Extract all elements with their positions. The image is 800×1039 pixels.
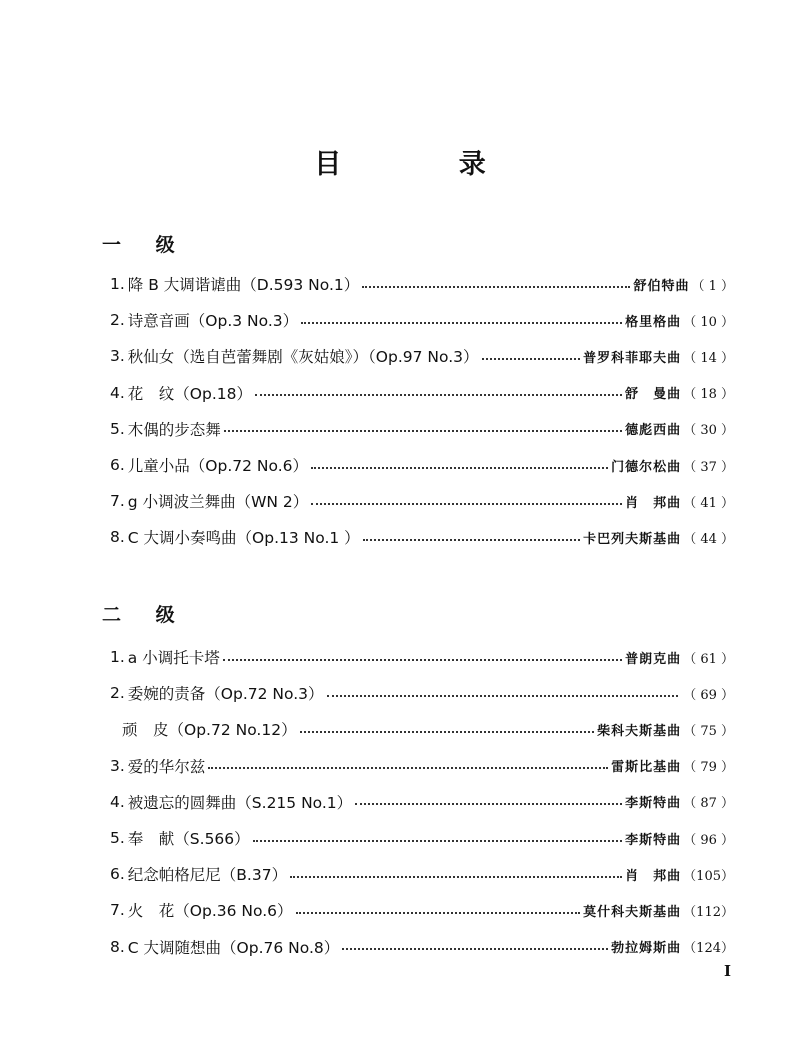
entry-number: 8. <box>110 937 125 956</box>
entry-page-number: （ 30 ） <box>683 423 734 439</box>
entry-composer: 普朗克曲 <box>625 651 682 667</box>
toc-entry[interactable] <box>110 892 734 928</box>
toc-entry[interactable] <box>110 820 734 856</box>
toc-entry[interactable] <box>110 375 734 411</box>
entry-composer: 李斯特曲 <box>625 796 682 812</box>
dot-leader <box>290 875 622 878</box>
toc-entry[interactable] <box>110 748 734 784</box>
entry-number: 3. <box>110 756 125 775</box>
entry-composer: 柴科夫斯基曲 <box>597 723 682 739</box>
entry-composer: 李斯特曲 <box>625 832 682 848</box>
dot-leader <box>363 538 580 541</box>
entry-title: 奉 献（S.566） <box>127 830 250 849</box>
dot-leader <box>255 393 622 396</box>
entry-composer: 卡巴列夫斯基曲 <box>583 531 682 547</box>
toc-entry[interactable] <box>110 639 734 675</box>
entry-page-number: （ 87 ） <box>683 796 734 812</box>
dot-leader <box>342 947 608 950</box>
entry-composer: 勃拉姆斯曲 <box>611 941 682 957</box>
page-title: 目 录 <box>314 149 540 180</box>
entry-number: 5. <box>110 419 125 438</box>
dot-leader <box>301 321 622 324</box>
entry-number: 1. <box>110 275 125 294</box>
toc-entry[interactable] <box>110 483 734 519</box>
entry-number: 8. <box>110 528 125 547</box>
entry-page-number: （ 1 ） <box>691 278 734 294</box>
entry-page-number: （ 61 ） <box>683 651 734 667</box>
toc-list-level-2 <box>110 639 734 965</box>
dot-leader <box>355 802 622 805</box>
dot-leader <box>362 285 630 288</box>
toc-entry[interactable] <box>110 338 734 374</box>
entry-title: g 小调波兰舞曲（WN 2） <box>127 493 309 512</box>
toc-list-level-1 <box>110 266 734 556</box>
dot-leader <box>482 357 581 360</box>
entry-page-number: （ 96 ） <box>683 832 734 848</box>
toc-entry[interactable] <box>110 856 734 892</box>
entry-page-number: （ 44 ） <box>683 531 734 547</box>
entry-composer: 肖 邦曲 <box>625 868 682 884</box>
entry-number: 2. <box>110 311 125 330</box>
section-heading-level-2: 二 级 <box>102 604 189 626</box>
section-heading-level-1: 一 级 <box>102 234 189 256</box>
entry-composer: 舒伯特曲 <box>633 278 690 294</box>
dot-leader <box>253 839 623 842</box>
entry-page-number: （105） <box>683 868 734 884</box>
entry-number: 5. <box>110 829 125 848</box>
dot-leader <box>300 730 595 733</box>
entry-page-number: （112） <box>683 904 734 920</box>
entry-number: 4. <box>110 383 125 402</box>
entry-number: 4. <box>110 792 125 811</box>
entry-composer: 普罗科菲耶夫曲 <box>583 350 682 366</box>
entry-composer: 德彪西曲 <box>625 423 682 439</box>
entry-page-number: （ 10 ） <box>683 314 734 330</box>
entry-title: C 大调随想曲（Op.76 No.8） <box>127 938 340 957</box>
toc-entry[interactable] <box>110 411 734 447</box>
entry-number: 7. <box>110 901 125 920</box>
dot-leader <box>224 429 622 432</box>
entry-title: 纪念帕格尼尼（B.37） <box>127 866 288 885</box>
entry-title: C 大调小奏鸣曲（Op.13 No.1 ） <box>127 529 360 548</box>
toc-entry[interactable] <box>110 447 734 483</box>
entry-page-number: （ 14 ） <box>683 350 734 366</box>
entry-title: 爱的华尔兹 <box>127 757 206 776</box>
entry-composer: 雷斯比基曲 <box>611 760 682 776</box>
entry-number: 7. <box>110 492 125 511</box>
entry-title: 降 B 大调谐谑曲（D.593 No.1） <box>127 276 360 295</box>
entry-title: 木偶的步态舞 <box>127 420 221 439</box>
entry-composer: 肖 邦曲 <box>625 495 682 511</box>
entry-composer: 莫什科夫斯基曲 <box>583 904 682 920</box>
entry-title: 火 花（Op.36 No.6） <box>127 902 293 921</box>
toc-entry[interactable] <box>110 711 734 747</box>
entry-title: 秋仙女（选自芭蕾舞剧《灰姑娘》）（Op.97 No.3） <box>127 348 479 367</box>
entry-title: 诗意音画（Op.3 No.3） <box>127 312 299 331</box>
entry-number: 2. <box>110 684 125 703</box>
entry-title: 顽 皮（Op.72 No.12） <box>122 721 297 740</box>
entry-title: 花 纹（Op.18） <box>127 384 252 403</box>
page-number: I <box>724 962 732 980</box>
entry-title: 儿童小品（Op.72 No.6） <box>127 457 309 476</box>
dot-leader <box>327 694 679 697</box>
entry-page-number: （ 37 ） <box>683 459 734 475</box>
entry-title: 委婉的责备（Op.72 No.3） <box>127 685 324 704</box>
entry-page-number: （ 69 ） <box>683 687 734 703</box>
dot-leader <box>296 911 581 914</box>
dot-leader <box>311 466 608 469</box>
entry-page-number: （124） <box>683 941 734 957</box>
dot-leader <box>208 766 608 769</box>
toc-entry[interactable] <box>110 784 734 820</box>
entry-composer: 门德尔松曲 <box>611 459 682 475</box>
entry-composer: 舒 曼曲 <box>625 387 682 403</box>
toc-entry[interactable] <box>110 266 734 302</box>
dot-leader <box>311 502 622 505</box>
entry-number: 6. <box>110 456 125 475</box>
entry-number: 1. <box>110 648 125 667</box>
entry-number: 6. <box>110 865 125 884</box>
entry-page-number: （ 75 ） <box>683 723 734 739</box>
toc-entry[interactable] <box>110 302 734 338</box>
toc-entry[interactable] <box>110 519 734 555</box>
toc-entry[interactable] <box>110 675 734 711</box>
entry-page-number: （ 18 ） <box>683 387 734 403</box>
entry-page-number: （ 79 ） <box>683 760 734 776</box>
entry-composer: 格里格曲 <box>625 314 682 330</box>
dot-leader <box>223 658 622 661</box>
toc-entry[interactable] <box>110 929 734 965</box>
entry-title: 被遗忘的圆舞曲（S.215 No.1） <box>127 793 353 812</box>
entry-title: a 小调托卡塔 <box>127 649 220 668</box>
entry-page-number: （ 41 ） <box>683 495 734 511</box>
entry-number: 3. <box>110 347 125 366</box>
